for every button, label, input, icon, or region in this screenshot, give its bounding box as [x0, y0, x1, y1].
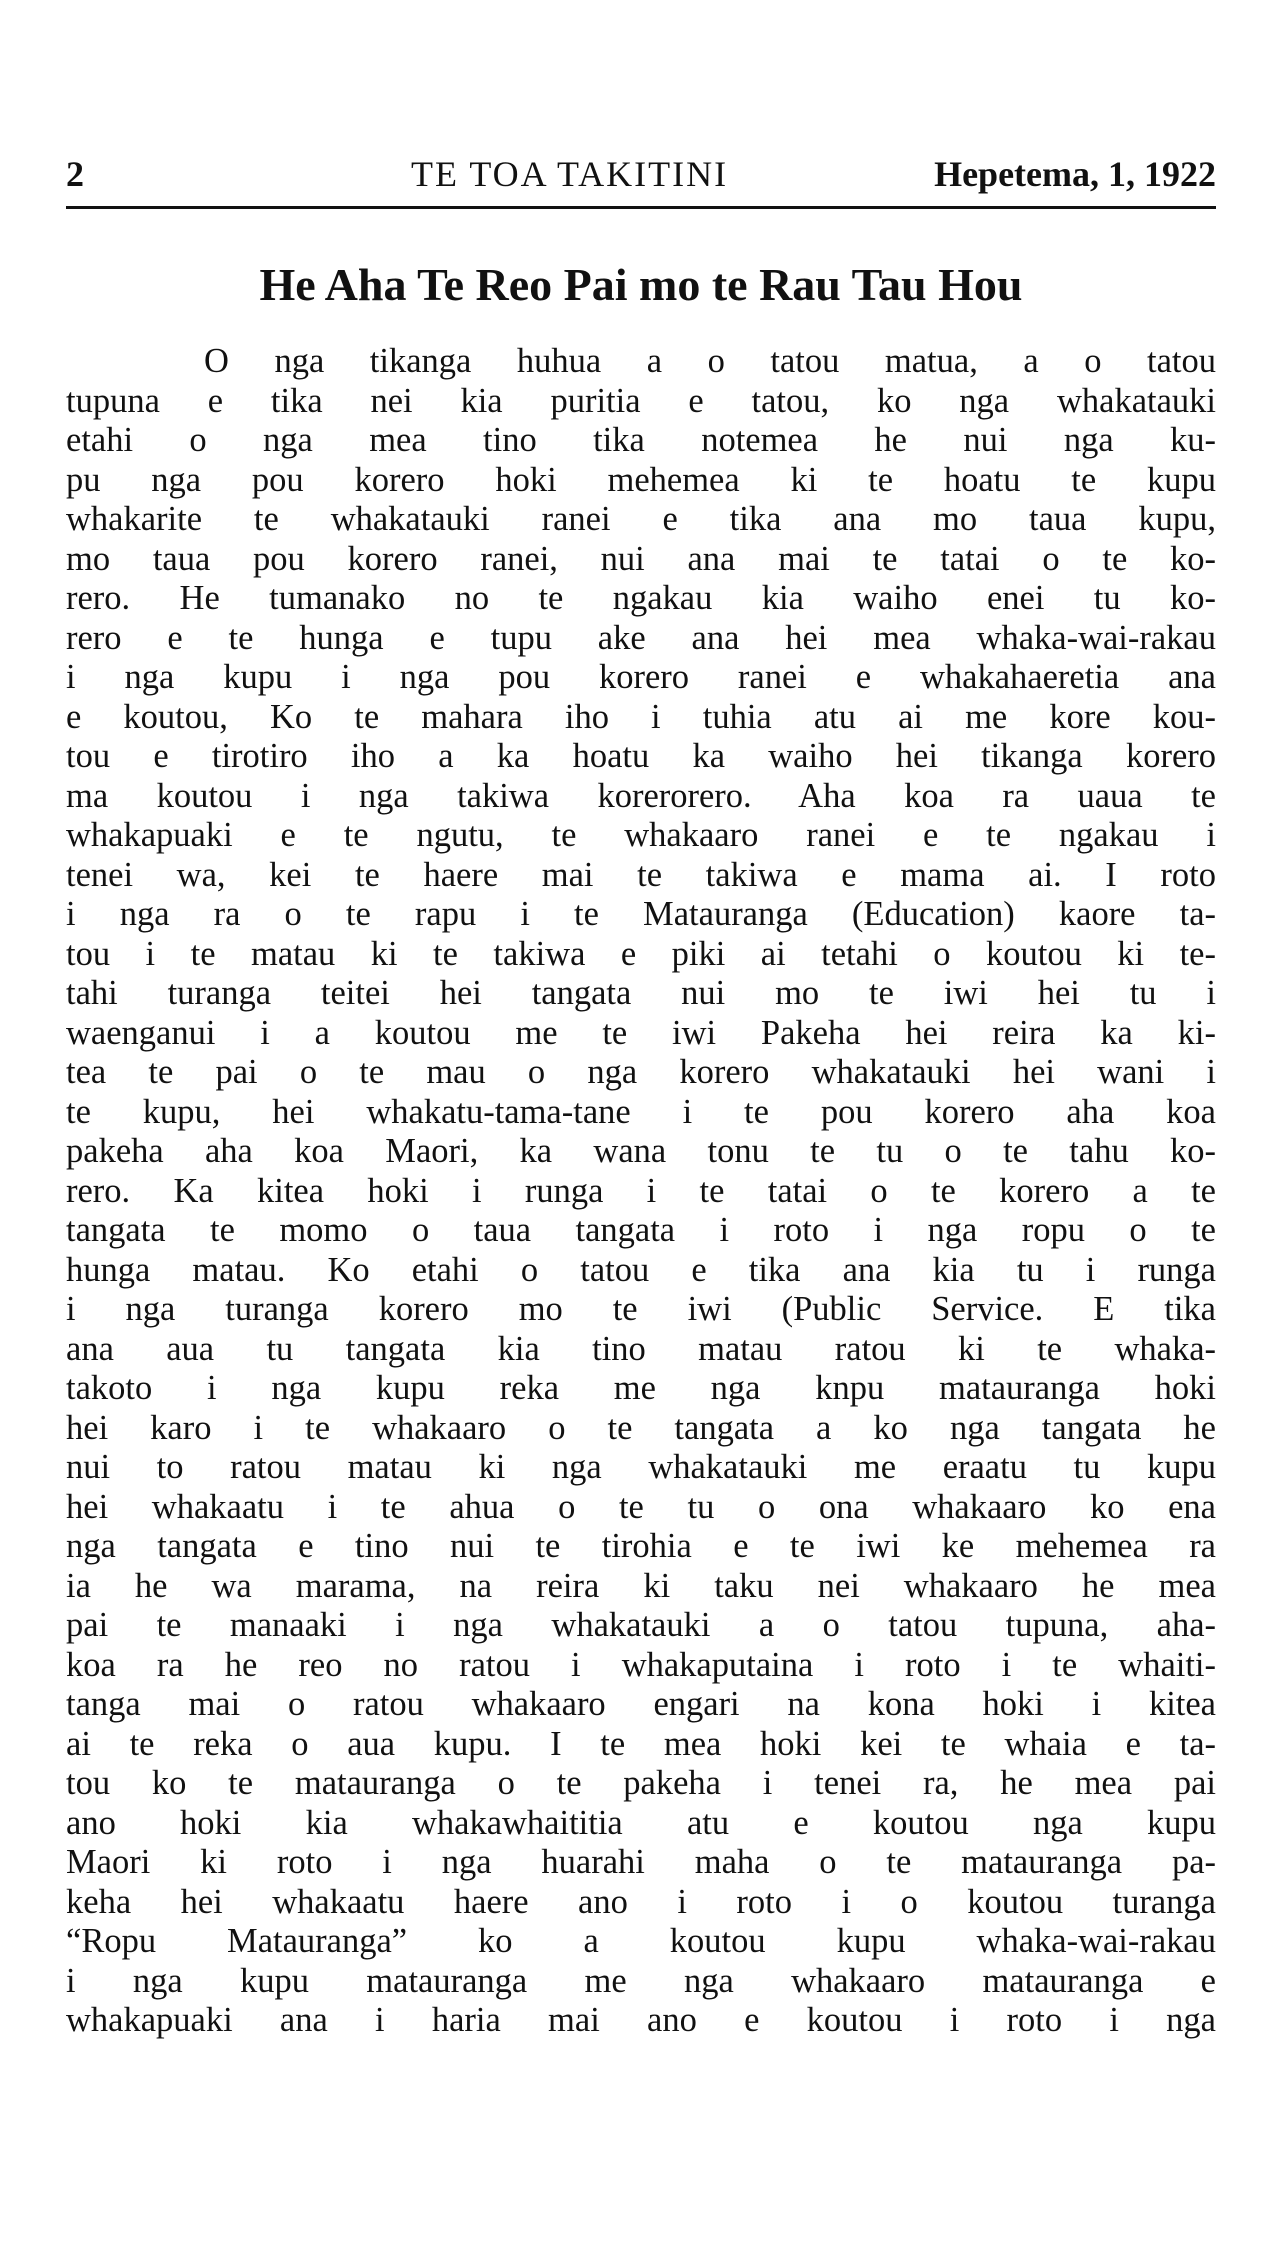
article-line: takoto i nga kupu reka me nga knpu matauranga hoki [66, 1369, 1216, 1407]
article-line: etahi o nga mea tino tika notemea he nui nga ku- [66, 421, 1216, 459]
article-line: tou e tirotiro iho a ka hoatu ka waiho hei tikanga korero [66, 737, 1216, 775]
article-line: whakapuaki e te ngutu, te whakaaro ranei e te ngakau i [66, 816, 1216, 854]
article-line: O nga tikanga huhua a o tatou matua, a o tatou [204, 342, 1216, 380]
article-body [66, 342, 1216, 2041]
article-line: tou i te matau ki te takiwa e piki ai tetahi o koutou ki te- [66, 934, 1216, 973]
article-line: tou ko te matauranga o te pakeha i tenei ra, he mea pai [66, 1764, 1216, 1802]
article-line: ana aua tu tangata kia tino matau ratou ki te whaka- [66, 1329, 1216, 1368]
article-line: whakapuaki ana i haria mai ano e koutou i roto i nga [66, 2001, 1216, 2039]
article-line: tenei wa, kei te haere mai te takiwa e mama ai. I roto [66, 855, 1216, 894]
article-line: whakarite te whakatauki ranei e tika ana mo taua kupu, [66, 500, 1216, 538]
running-head [66, 150, 1216, 198]
page-number: 2 [66, 154, 84, 194]
article-line: ma koutou i nga takiwa korerorero. Aha koa ra uaua te [66, 776, 1216, 815]
article-line: tanga mai o ratou whakaaro engari na kona hoki i kitea [66, 1685, 1216, 1723]
article-line: ia he wa marama, na reira ki taku nei whakaaro he mea [66, 1566, 1216, 1605]
article-line: ai te reka o aua kupu. I te mea hoki kei te whaia e ta- [66, 1724, 1216, 1763]
article-line: pakeha aha koa Maori, ka wana tonu te tu o te tahu ko- [66, 1132, 1216, 1170]
article-line: i nga kupu i nga pou korero ranei e whakahaeretia ana [66, 658, 1216, 696]
article-line: tahi turanga teitei hei tangata nui mo te iwi hei tu i [66, 974, 1216, 1012]
article-line: mo taua pou korero ranei, nui ana mai te tatai o te ko- [66, 539, 1216, 578]
article-line: tangata te momo o taua tangata i roto i nga ropu o te [66, 1211, 1216, 1249]
article-line: koa ra he reo no ratou i whakaputaina i roto i te whaiti- [66, 1645, 1216, 1684]
article-line: i nga kupu matauranga me nga whakaaro matauranga e [66, 1961, 1216, 2000]
article-line: i nga ra o te rapu i te Matauranga (Education) kaore ta- [66, 895, 1216, 933]
article-line: nui to ratou matau ki nga whakatauki me eraatu tu kupu [66, 1448, 1216, 1486]
issue-date: Hepetema, 1, 1922 [934, 154, 1216, 194]
publication-title: TE TOA TAKITINI [411, 154, 729, 194]
article-line: keha hei whakaatu haere ano i roto i o koutou turanga [66, 1882, 1216, 1921]
article-line: hunga matau. Ko etahi o tatou e tika ana kia tu i runga [66, 1250, 1216, 1289]
article-line: Maori ki roto i nga huarahi maha o te matauranga pa- [66, 1843, 1216, 1881]
article-line: ano hoki kia whakawhaititia atu e koutou nga kupu [66, 1803, 1216, 1842]
article-line: rero e te hunga e tupu ake ana hei mea whaka-wai-rakau [66, 618, 1216, 657]
article-line: nga tangata e tino nui te tirohia e te iwi ke mehemea ra [66, 1527, 1216, 1565]
article-line: tupuna e tika nei kia puritia e tatou, ko nga whakatauki [66, 381, 1216, 420]
article-line: pai te manaaki i nga whakatauki a o tatou tupuna, aha- [66, 1606, 1216, 1644]
article-line: pu nga pou korero hoki mehemea ki te hoatu te kupu [66, 460, 1216, 499]
newspaper-page [66, 0, 1224, 2250]
article-line: hei whakaatu i te ahua o te tu o ona whakaaro ko ena [66, 1487, 1216, 1526]
article-line: rero. He tumanako no te ngakau kia waiho enei tu ko- [66, 579, 1216, 617]
article-line: hei karo i te whakaaro o te tangata a ko nga tangata he [66, 1408, 1216, 1447]
article-line: rero. Ka kitea hoki i runga i te tatai o te korero a te [66, 1171, 1216, 1210]
header-divider [66, 206, 1216, 209]
article-line: te kupu, hei whakatu-tama-tane i te pou korero aha koa [66, 1092, 1216, 1131]
article-line: waenganui i a koutou me te iwi Pakeha hei reira ka ki- [66, 1013, 1216, 1052]
article-line: e koutou, Ko te mahara iho i tuhia atu ai me kore kou- [66, 697, 1216, 736]
article-line: i nga turanga korero mo te iwi (Public Service. E tika [66, 1290, 1216, 1328]
article-title: He Aha Te Reo Pai mo te Rau Tau Hou [259, 259, 1023, 310]
article-line: “Ropu Matauranga” ko a koutou kupu whaka-wai-rakau [66, 1922, 1216, 1960]
article-line: tea te pai o te mau o nga korero whakatauki hei wani i [66, 1053, 1216, 1091]
